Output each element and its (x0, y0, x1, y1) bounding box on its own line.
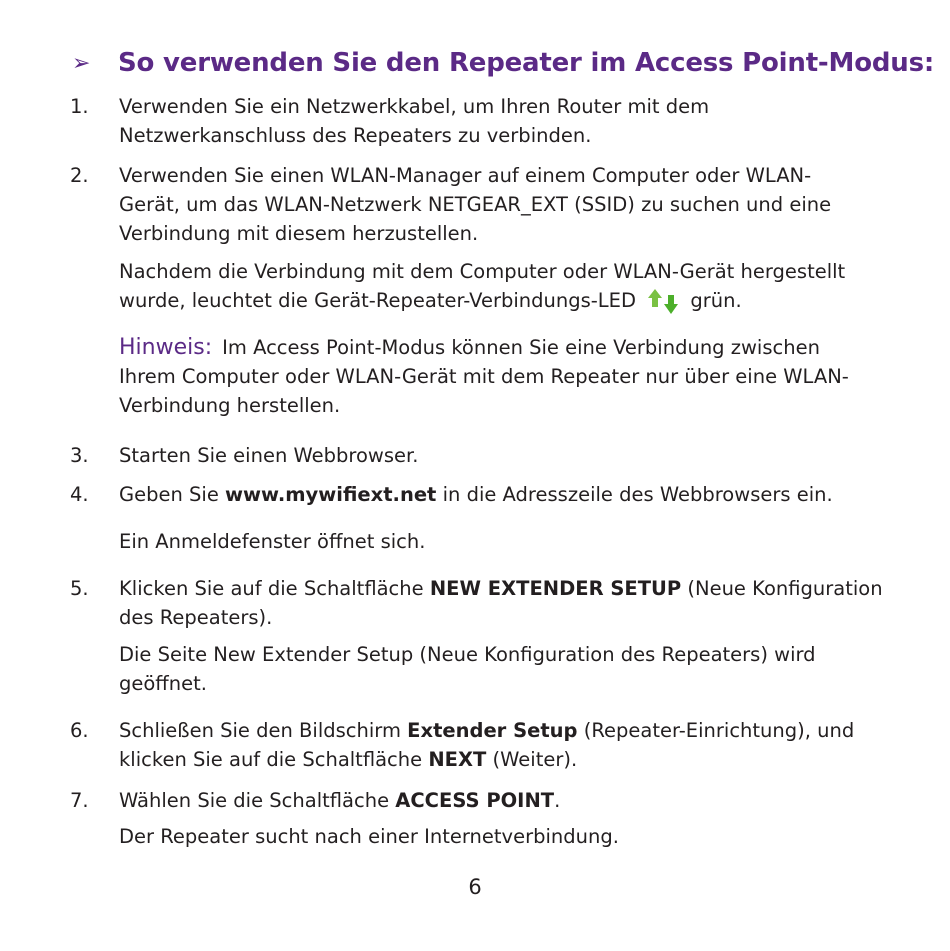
step-7-followup: Der Repeater sucht nach einer Internetverbindung. (119, 825, 619, 848)
step-7 (70, 786, 890, 815)
page-number: 6 (468, 875, 482, 899)
arrow-bullet-icon: ➢ (72, 50, 91, 76)
bold-term: Extender Setup (407, 719, 578, 742)
step-6 (70, 716, 890, 774)
step-2 (70, 161, 890, 248)
section-heading (72, 48, 934, 78)
step-1 (70, 92, 890, 150)
step-text: Schließen Sie den Bildschirm Extender Setup (Repeater-Einrichtung), und klicken Sie auf die Schaltfläche NEXT (Weiter). (119, 719, 855, 771)
step-5-followup: Die Seite New Extender Setup (Neue Konfiguration des Repeaters) wird geöffnet. (119, 643, 816, 695)
bold-term-2: NEXT (428, 748, 487, 771)
step-number: 4. (70, 483, 89, 506)
step-number: 5. (70, 577, 89, 600)
up-down-arrows-icon (646, 287, 680, 315)
step-4-followup: Ein Anmeldefenster öffnet sich. (119, 530, 426, 553)
step-text: Verwenden Sie einen WLAN-Manager auf einem Computer oder WLAN-Gerät, um das WLAN-Netzwerk NETGEAR_EXT (SSID) zu suchen und eine Verbindung mit diesem herzustellen. (119, 164, 832, 245)
followup-text: Nachdem die Verbindung mit dem Computer oder WLAN-Gerät hergestellt wurde, leuchtet die Gerät-Repeater-Verbindungs-LED (119, 260, 846, 312)
step-number: 1. (70, 95, 89, 118)
note-block (119, 333, 859, 420)
step-number: 3. (70, 444, 89, 467)
step-text: Starten Sie einen Webbrowser. (119, 444, 419, 467)
heading-title: So verwenden Sie den Repeater im Access Point-Modus: (118, 48, 935, 78)
step-text: Wählen Sie die Schaltfläche ACCESS POINT. (119, 789, 561, 812)
note-label: Hinweis: (119, 335, 213, 360)
step-text: Verwenden Sie ein Netzwerkkabel, um Ihren Router mit dem Netzwerkanschluss des Repeaters zu verbinden. (119, 95, 710, 147)
step-text: Geben Sie www.mywifiext.net in die Adresszeile des Webbrowsers ein. (119, 483, 833, 506)
step-number: 2. (70, 164, 89, 187)
bold-term: ACCESS POINT (395, 789, 555, 812)
step-2-followup (119, 257, 879, 315)
note-text: Im Access Point-Modus können Sie eine Verbindung zwischen Ihrem Computer oder WLAN-Gerät mit dem Repeater nur über eine WLAN-Verbindung herstellen. (119, 336, 849, 417)
step-number: 6. (70, 719, 89, 742)
step-4 (70, 480, 890, 509)
url-text: www.mywifiext.net (225, 483, 437, 506)
step-text: Klicken Sie auf die Schaltfläche NEW EXTENDER SETUP (Neue Konfiguration des Repeaters). (119, 577, 883, 629)
step-3 (70, 441, 890, 470)
followup-text-end: grün. (684, 289, 742, 312)
bold-term: NEW EXTENDER SETUP (429, 577, 682, 600)
step-number: 7. (70, 789, 89, 812)
step-5 (70, 574, 890, 632)
